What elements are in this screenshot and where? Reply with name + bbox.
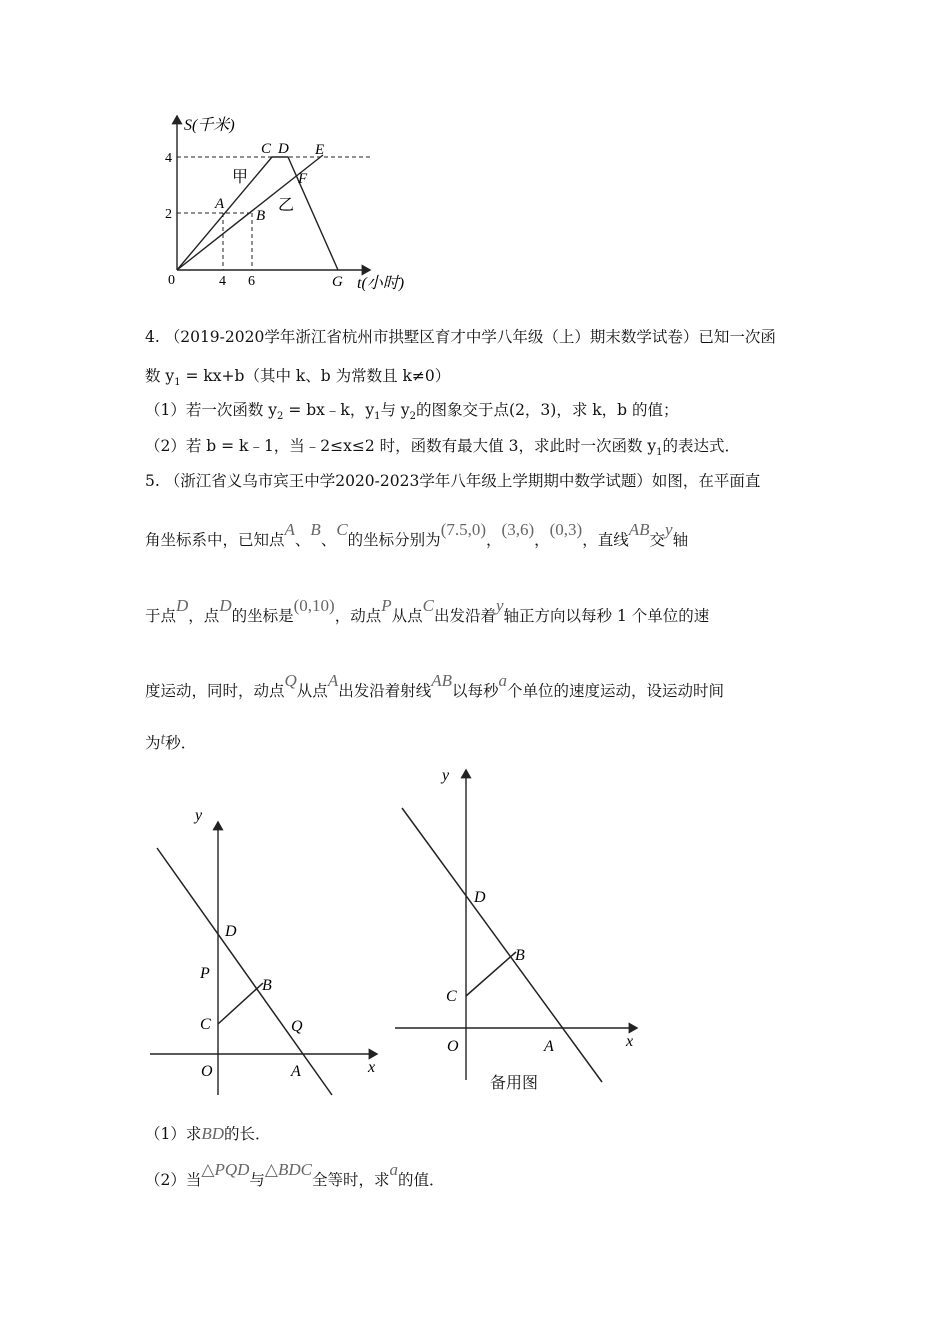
left-q-label: Q [291, 1018, 303, 1035]
right-segment-cb [466, 952, 516, 996]
q4-part1: （1）若一次函数 $y_2$ = bx﹣k，$y_1$与 $y_2$的图象交于点(2，3)，求 k，b 的值； [145, 401, 679, 423]
distance-time-graph [160, 110, 430, 300]
point-d-label: D [278, 141, 289, 157]
left-d-label: D [225, 923, 237, 940]
point-e-label: E [315, 142, 325, 158]
point-b-label: B [256, 208, 266, 224]
left-y-label: y [195, 807, 203, 824]
left-line-ab [157, 848, 332, 1095]
q5-sub2: （2）当△PQD与△BDC全等时，求a的值． [145, 1160, 445, 1189]
q5-sub1: （1）求BD的长． [145, 1124, 271, 1143]
left-b-label: B [262, 977, 272, 994]
graph1-y-label: S(千米) [184, 117, 235, 134]
point-a-label: A [215, 196, 225, 212]
left-c-label: C [200, 1016, 211, 1033]
point-f-label: F [298, 171, 308, 187]
graph1-xtick-4: 4 [219, 274, 226, 289]
q5-line1: 5. （浙江省义乌市宾王中学2020-2023学年八年级上学期期中数学试题）如图，在平面直 [145, 472, 761, 490]
backup-figure-caption: 备用图 [490, 1073, 539, 1092]
left-segment-cb [218, 983, 263, 1024]
coordinate-figure-right [390, 760, 650, 1100]
graph1-tick-4: 4 [165, 151, 172, 166]
graph1-origin: 0 [168, 273, 175, 288]
q4-line2: 数 $y_1 = kx+b$（其中 k、b 为常数且 k≠0） [145, 367, 451, 389]
coordinate-figure-left [145, 800, 385, 1100]
left-a-label: A [291, 1063, 301, 1080]
right-a-label: A [544, 1038, 554, 1055]
jia-label: 甲 [232, 169, 249, 186]
q4-part2: （2）若 b = k﹣1，当﹣2≤x≤2 时，函数有最大值 3，求此时一次函数 $y_1$的表达式． [145, 437, 741, 459]
q5-line3: 于点D，点D的坐标是(0,10)，动点P从点C出发沿着y轴正方向以每秒 1 个单位的速 [145, 596, 710, 625]
left-x-label: x [368, 1059, 376, 1076]
graph1-x-label: t(小时) [357, 275, 405, 292]
q5-line4: 度运动，同时，动点Q从点A出发沿着射线AB以每秒a个单位的速度运动，设运动时间 [145, 671, 725, 700]
right-line-ab [402, 808, 602, 1082]
point-c-label: C [261, 141, 272, 157]
right-c-label: C [446, 988, 457, 1005]
q5-line2: 角坐标系中，已知点A、B、C的坐标分别为(7.5,0)，(3,6)，(0,3)，直线AB交y轴 [145, 520, 689, 549]
right-b-label: B [515, 947, 525, 964]
right-d-label: D [474, 889, 486, 906]
right-y-label: y [442, 767, 450, 784]
q5-line5: 为t秒． [145, 729, 197, 752]
point-g-label: G [332, 274, 343, 290]
left-p-label: P [200, 965, 210, 982]
graph1-tick-2: 2 [165, 207, 172, 222]
graph1-xtick-6: 6 [248, 274, 255, 289]
left-o-label: O [201, 1063, 213, 1080]
right-o-label: O [447, 1038, 459, 1055]
q4-line1: 4. （2019-2020学年浙江省杭州市拱墅区育才中学八年级（上）期末数学试卷）已知一次函 [145, 328, 776, 346]
yi-label: 乙 [278, 197, 295, 214]
right-x-label: x [626, 1033, 634, 1050]
